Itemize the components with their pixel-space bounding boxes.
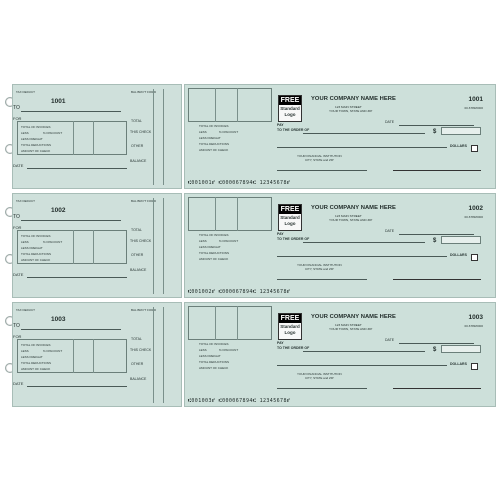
logo-free-text: FREE (280, 206, 300, 213)
company-address-line1: 123 MAIN STREET (335, 105, 362, 109)
company-address-line1: 123 MAIN STREET (335, 323, 362, 327)
voucher-label: % DISCOUNT (219, 348, 239, 352)
voucher-label: TOTAL DEDUCTIONS (199, 360, 229, 364)
stub-date-label: DATE (13, 163, 24, 168)
voucher-label: LESS (199, 239, 207, 243)
stub-label: LESS (21, 349, 29, 353)
stub-label: LESS FREIGHT (21, 137, 43, 141)
voucher-table (188, 197, 272, 231)
stub-number: 1002 (51, 207, 66, 214)
this-check-label: THIS CHECK (130, 130, 152, 134)
stub-number: 1001 (51, 98, 66, 105)
total-label: TOTAL (131, 337, 142, 341)
voucher-label: LESS FREIGHT (199, 245, 221, 249)
bal-bro-fwd-label: BAL BRO'T FOR'D (131, 308, 157, 312)
lock-icon (471, 145, 478, 152)
voucher-table (188, 88, 272, 122)
dollar-sign: $ (433, 129, 437, 135)
voucher-label: % DISCOUNT (219, 130, 239, 134)
company-address-line2: YOUR TOWN, STATE AND ZIP (329, 327, 373, 331)
amount-box (441, 127, 481, 135)
dollars-label: DOLLARS (450, 362, 467, 366)
company-address-line1: 123 MAIN STREET (335, 214, 362, 218)
institution-address: CITY, STATE and ZIP (305, 158, 334, 162)
institution-address: CITY, STATE and ZIP (305, 376, 334, 380)
check-sheet (0, 82, 500, 412)
voucher-label: TOTAL OF INVOICES (199, 124, 229, 128)
stub-for-label: FOR (13, 116, 22, 121)
voucher-label: AMOUNT OF CHECK (199, 148, 229, 152)
company-logo-placeholder (278, 204, 302, 231)
date-label: DATE (385, 120, 395, 124)
stub-date-label: DATE (13, 272, 24, 277)
check-stub (12, 302, 182, 407)
tax-deduct-label: TAX DEDUCT (16, 199, 35, 203)
check-number: 1002 (468, 205, 483, 212)
company-logo-placeholder (278, 313, 302, 340)
stub-to-label: TO (13, 214, 20, 220)
balance-label: BALANCE (130, 159, 147, 163)
company-name: YOUR COMPANY NAME HERE (311, 96, 396, 102)
check-panel-3 (0, 302, 500, 407)
bal-bro-fwd-label: BAL BRO'T FOR'D (131, 90, 157, 94)
stub-label: LESS FREIGHT (21, 246, 43, 250)
check-body (184, 302, 496, 407)
stub-label: LESS FREIGHT (21, 355, 43, 359)
fraction-code: 00-6789/0000 (464, 106, 483, 110)
amount-box (441, 345, 481, 353)
voucher-label: LESS (199, 348, 207, 352)
company-name: YOUR COMPANY NAME HERE (311, 314, 396, 320)
voucher-label: TOTAL OF INVOICES (199, 233, 229, 237)
dollar-sign: $ (433, 238, 437, 244)
company-address-line2: YOUR TOWN, STATE AND ZIP (329, 109, 373, 113)
pay-label: PAY (277, 232, 284, 236)
balance-label: BALANCE (130, 377, 147, 381)
fraction-code: 00-6789/0000 (464, 324, 483, 328)
this-check-label: THIS CHECK (130, 239, 152, 243)
check-body (184, 84, 496, 189)
stub-to-label: TO (13, 105, 20, 111)
voucher-label: TOTAL DEDUCTIONS (199, 251, 229, 255)
logo-standard-text: Standard Logo (280, 215, 300, 226)
institution-name: YOUR FINANCIAL INSTITUTION (297, 263, 342, 267)
stub-label: AMOUNT OF CHECK (21, 367, 51, 371)
lock-icon (471, 363, 478, 370)
dollars-label: DOLLARS (450, 253, 467, 257)
stub-date-label: DATE (13, 381, 24, 386)
amount-box (441, 236, 481, 244)
logo-standard-text: Standard Logo (280, 324, 300, 335)
tax-deduct-label: TAX DEDUCT (16, 308, 35, 312)
company-logo-placeholder (278, 95, 302, 122)
date-label: DATE (385, 229, 395, 233)
order-of-label: TO THE ORDER OF (277, 128, 310, 132)
stub-label: AMOUNT OF CHECK (21, 258, 51, 262)
stub-label: TOTAL DEDUCTIONS (21, 143, 51, 147)
institution-address: CITY, STATE and ZIP (305, 267, 334, 271)
stub-for-label: FOR (13, 225, 22, 230)
other-label: OTHER (131, 362, 144, 366)
date-label: DATE (385, 338, 395, 342)
signature-line (393, 279, 481, 280)
signature-line (393, 388, 481, 389)
stub-label: LESS (21, 131, 29, 135)
check-stub (12, 84, 182, 189)
stub-to-line (21, 111, 121, 112)
voucher-label: TOTAL OF INVOICES (199, 342, 229, 346)
stub-label: TOTAL OF INVOICES (21, 343, 51, 347)
stub-label: % DISCOUNT (43, 240, 63, 244)
stub-label: TOTAL OF INVOICES (21, 125, 51, 129)
order-of-label: TO THE ORDER OF (277, 346, 310, 350)
logo-free-text: FREE (280, 315, 300, 322)
order-of-label: TO THE ORDER OF (277, 237, 310, 241)
voucher-label: LESS FREIGHT (199, 136, 221, 140)
stub-label: TOTAL DEDUCTIONS (21, 361, 51, 365)
logo-standard-text: Standard Logo (280, 106, 300, 117)
lock-icon (471, 254, 478, 261)
voucher-table (188, 306, 272, 340)
this-check-label: THIS CHECK (130, 348, 152, 352)
signature-line (393, 170, 481, 171)
check-panel-2 (0, 193, 500, 298)
voucher-label: AMOUNT OF CHECK (199, 257, 229, 261)
stub-for-label: FOR (13, 334, 22, 339)
check-number: 1003 (468, 314, 483, 321)
other-label: OTHER (131, 144, 144, 148)
micr-line: ⑆001002⑈ ⑆000067894⑆ 12345678⑈ (188, 289, 291, 295)
institution-name: YOUR FINANCIAL INSTITUTION (297, 154, 342, 158)
voucher-label: AMOUNT OF CHECK (199, 366, 229, 370)
company-name: YOUR COMPANY NAME HERE (311, 205, 396, 211)
stub-label: LESS (21, 240, 29, 244)
pay-label: PAY (277, 341, 284, 345)
voucher-label: LESS FREIGHT (199, 354, 221, 358)
total-label: TOTAL (131, 228, 142, 232)
check-panel-1 (0, 84, 500, 189)
dollars-label: DOLLARS (450, 144, 467, 148)
stub-label: TOTAL OF INVOICES (21, 234, 51, 238)
micr-line: ⑆001003⑈ ⑆000067894⑆ 12345678⑈ (188, 398, 291, 404)
stub-to-label: TO (13, 323, 20, 329)
stub-label: AMOUNT OF CHECK (21, 149, 51, 153)
logo-free-text: FREE (280, 97, 300, 104)
company-address-line2: YOUR TOWN, STATE AND ZIP (329, 218, 373, 222)
institution-name: YOUR FINANCIAL INSTITUTION (297, 372, 342, 376)
pay-label: PAY (277, 123, 284, 127)
voucher-label: LESS (199, 130, 207, 134)
stub-label: % DISCOUNT (43, 131, 63, 135)
stub-number: 1003 (51, 316, 66, 323)
check-number: 1001 (468, 96, 483, 103)
check-body (184, 193, 496, 298)
balance-label: BALANCE (130, 268, 147, 272)
voucher-label: TOTAL DEDUCTIONS (199, 142, 229, 146)
bal-bro-fwd-label: BAL BRO'T FOR'D (131, 199, 157, 203)
check-stub (12, 193, 182, 298)
total-label: TOTAL (131, 119, 142, 123)
stub-label: TOTAL DEDUCTIONS (21, 252, 51, 256)
fraction-code: 00-6789/0000 (464, 215, 483, 219)
other-label: OTHER (131, 253, 144, 257)
dollar-sign: $ (433, 347, 437, 353)
stub-label: % DISCOUNT (43, 349, 63, 353)
voucher-label: % DISCOUNT (219, 239, 239, 243)
tax-deduct-label: TAX DEDUCT (16, 90, 35, 94)
micr-line: ⑆001001⑈ ⑆000067894⑆ 12345678⑈ (188, 180, 291, 186)
